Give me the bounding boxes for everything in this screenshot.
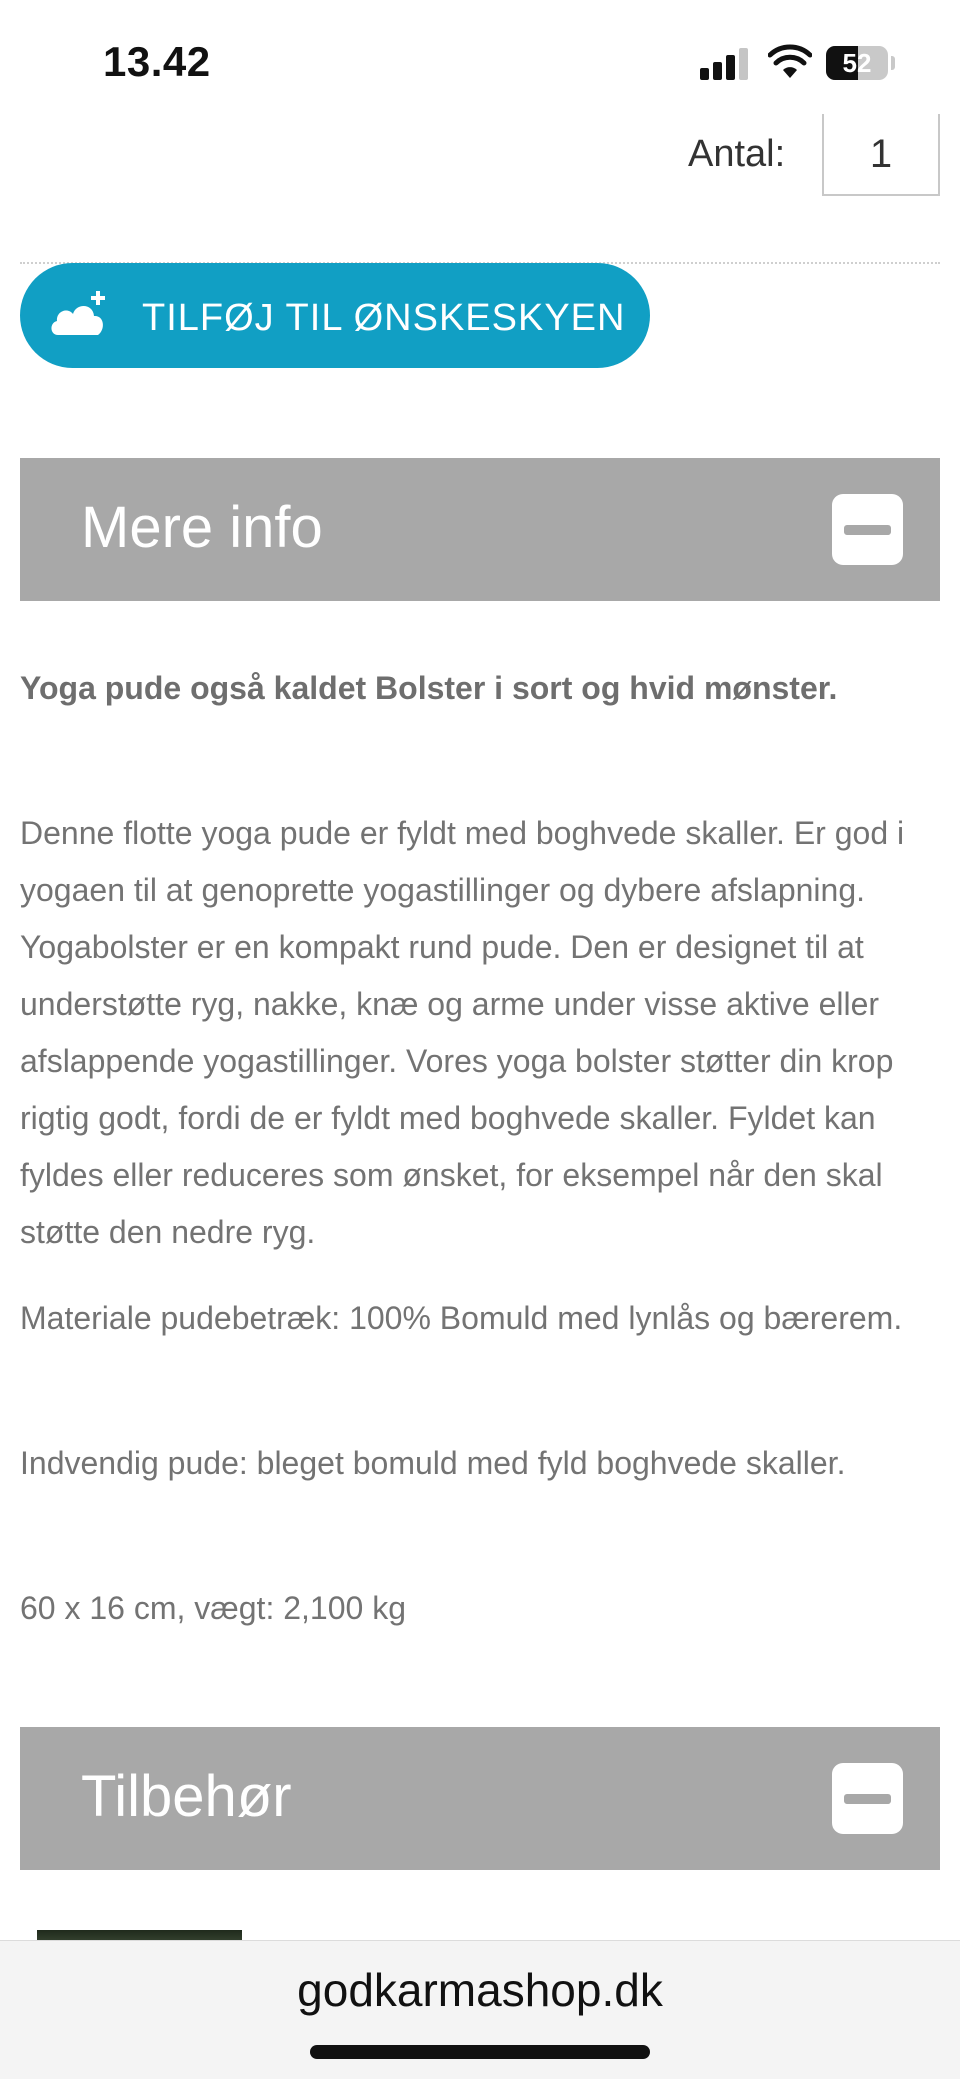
url-text[interactable]: godkarmashop.dk (297, 1964, 663, 2016)
battery-percent: 52 (842, 48, 872, 78)
battery-tip (891, 56, 895, 70)
home-indicator (310, 2045, 650, 2059)
cloud-plus-icon (48, 289, 114, 341)
browser-address-bar[interactable] (0, 1940, 960, 2079)
description-heading: Yoga pude også kaldet Bolster i sort og hvid mønster. (20, 670, 838, 706)
status-time: 13.42 (103, 38, 211, 85)
description-body: Denne flotte yoga pude er fyldt med boghvede skaller. Er god i yogaen til at genoprette yogastillinger og dybere afslapning. Yogabolster er en kompakt rund pude. Den er designet til at understøtte ryg, nakke, knæ og arme under visse aktive eller afslappende yogastillinger. Vores yoga bolster støtter din krop rigtig godt, fordi de er fyldt med boghvede skaller. Fyldet kan fyldes eller reduceres som ønsket, for eksempel når den skal støtte den nedre ryg. (20, 815, 905, 1250)
quantity-label: Antal: (688, 133, 786, 175)
minus-icon (844, 1794, 891, 1804)
battery-icon (826, 46, 888, 80)
quantity-input[interactable]: 1 (822, 114, 940, 196)
minus-icon (844, 525, 891, 535)
section-accessories-header[interactable] (20, 1727, 940, 1870)
section-more-info-header[interactable] (20, 458, 940, 601)
add-to-wishlist-label: TILFØJ TIL ØNSKESKYEN (142, 297, 626, 339)
section-accessories-title: Tilbehør (81, 1764, 292, 1829)
status-bar (0, 0, 960, 120)
description-size: 60 x 16 cm, vægt: 2,100 kg (20, 1590, 406, 1626)
description-inner: Indvendig pude: bleget bomuld med fyld boghvede skaller. (20, 1445, 846, 1481)
section-more-info-title: Mere info (81, 495, 323, 560)
wifi-icon (768, 44, 812, 80)
description-material: Materiale pudebetræk: 100% Bomuld med lynlås og bærerem. (20, 1300, 903, 1336)
add-to-wishlist-button[interactable] (20, 263, 650, 368)
signal-icon (700, 48, 750, 80)
collapse-more-info-button[interactable] (832, 494, 903, 565)
collapse-accessories-button[interactable] (832, 1763, 903, 1834)
